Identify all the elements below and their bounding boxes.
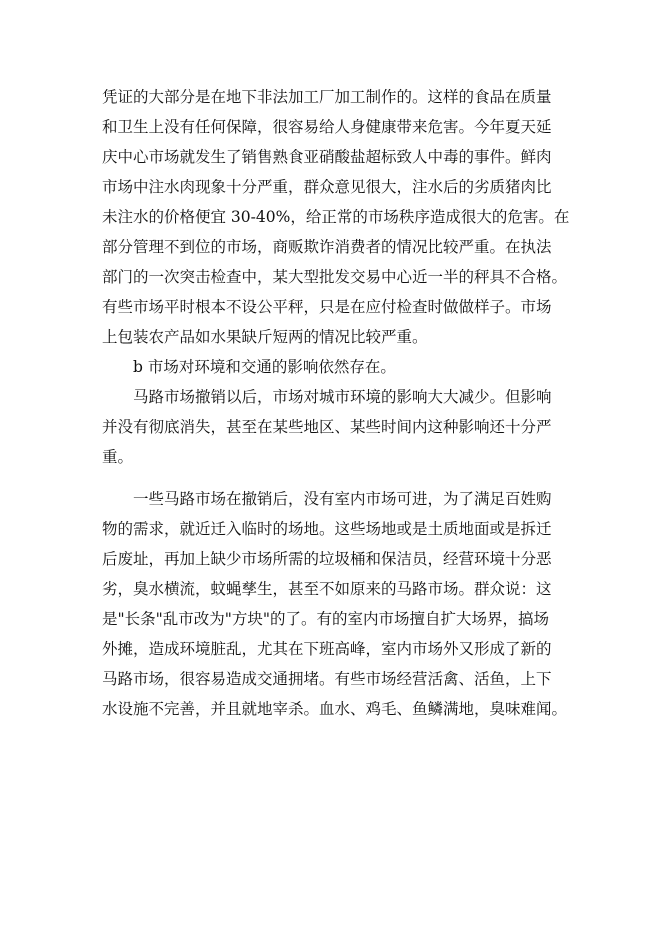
paragraph-line: 部分管理不到位的市场，商贩欺诈消费者的情况比较严重。在执法: [102, 238, 552, 256]
paragraph-line: 重。: [102, 448, 134, 466]
paragraph-2: [102, 382, 562, 472]
paragraph-line: 和卫生上没有任何保障，很容易给人身健康带来危害。今年夏天延: [102, 118, 552, 136]
paragraph-spacer: [102, 472, 562, 484]
paragraph-line: 后废址，再加上缺少市场所需的垃圾桶和保洁员，经营环境十分恶: [102, 550, 552, 568]
paragraph-line: 上包装农产品如水果缺斤短两的情况比较严重。: [102, 328, 428, 346]
paragraph-3: [102, 484, 568, 724]
paragraph-line: 部门的一次突击检查中，某大型批发交易中心近一半的秤具不合格。: [102, 268, 568, 286]
paragraph-line: 外摊，造成环境脏乱，尤其在下班高峰，室内市场外又形成了新的: [102, 640, 552, 658]
paragraph-line: 马路市场撤销以后，市场对城市环境的影响大大减少。但影响: [133, 388, 552, 406]
paragraph-line: 凭证的大部分是在地下非法加工厂加工制作的。这样的食品在质量: [102, 88, 552, 106]
section-heading-b: b 市场对环境和交通的影响依然存在。: [133, 358, 396, 376]
paragraph-line: 物的需求，就近迁入临时的场地。这些场地或是土质地面或是拆迁: [102, 520, 552, 538]
paragraph-line: 是"长条"乱市改为"方块"的了。有的室内市场擅自扩大场界，搞场: [102, 610, 550, 628]
paragraph-line: 未注水的价格便宜 30-40%，给正常的市场秩序造成很大的危害。在: [102, 208, 570, 226]
document-body: [102, 82, 570, 724]
paragraph-line: 市场中注水肉现象十分严重，群众意见很大，注水后的劣质猪肉比: [102, 178, 552, 196]
paragraph-line: 庆中心市场就发生了销售熟食亚硝酸盐超标致人中毒的事件。鲜肉: [102, 148, 552, 166]
paragraph-line: 马路市场，很容易造成交通拥堵。有些市场经营活禽、活鱼，上下: [102, 670, 552, 688]
paragraph-line: 劣，臭水横流，蚊蝇孳生，甚至不如原来的马路市场。群众说：这: [102, 580, 552, 598]
paragraph-line: 并没有彻底消失，甚至在某些地区、某些时间内这种影响还十分严: [102, 418, 552, 436]
paragraph-line: 水设施不完善，并且就地宰杀。血水、鸡毛、鱼鳞满地，臭味难闻。: [102, 700, 568, 718]
paragraph-1: [102, 82, 570, 352]
paragraph-line: 有些市场平时根本不设公平秤，只是在应付检查时做做样子。市场: [102, 298, 552, 316]
paragraph-line: 一些马路市场在撤销后，没有室内市场可进，为了满足百姓购: [133, 490, 552, 508]
